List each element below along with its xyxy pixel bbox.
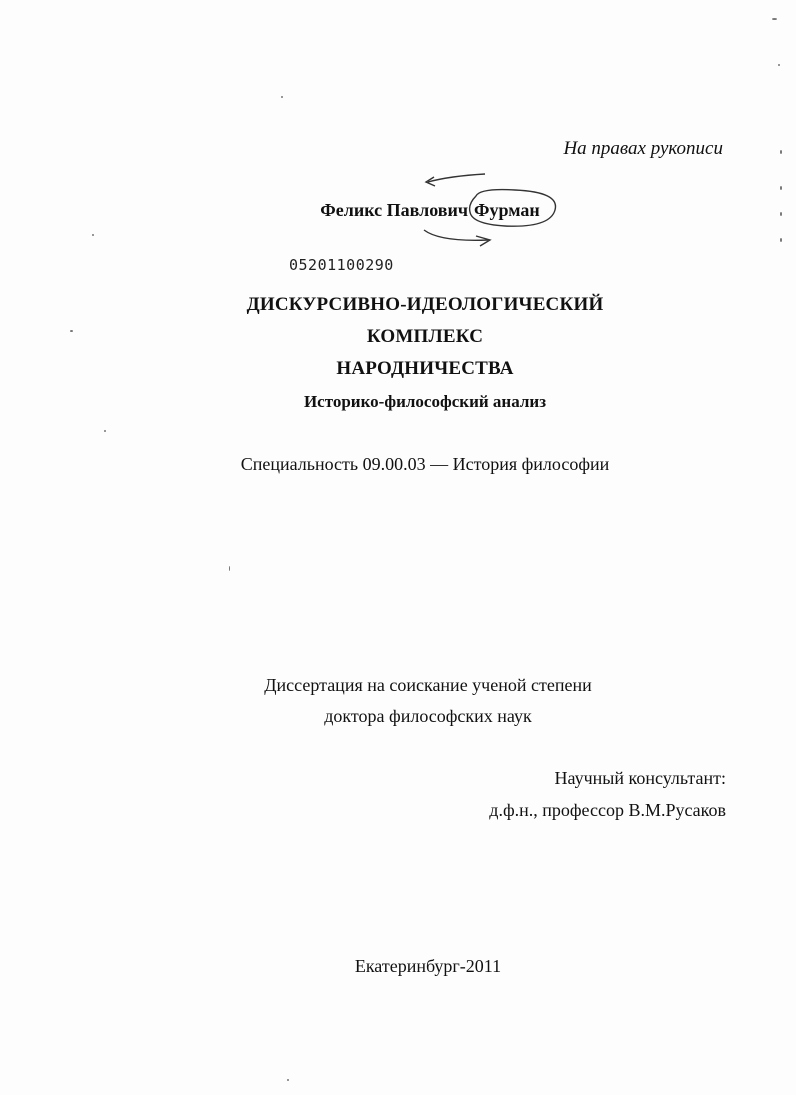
pencil-arrowhead-bottom [476,236,490,246]
pencil-circle [470,190,556,227]
scan-speck [780,150,782,154]
city-year: Екатеринбург-2011 [354,956,502,976]
pencil-arrow-top [428,174,485,182]
scan-speck [229,566,230,571]
consultant-person: д.ф.н., профессор В.М.Русаков [489,800,726,820]
scan-speck [780,238,782,242]
scan-speck [772,18,777,20]
scan-speck [780,212,782,216]
manuscript-rights-note: На правах рукописи [563,138,723,159]
author-surname: Фурман [474,200,540,220]
registration-number: 05201100290 [289,256,394,274]
scan-speck [104,430,106,432]
scan-speck [287,1079,289,1081]
title-line-1: ДИСКУРСИВНО-ИДЕОЛОГИЧЕСКИЙ [246,294,604,315]
specialty-line: Специальность 09.00.03 — История философии [240,454,610,474]
scan-speck [780,186,782,190]
dissertation-line-2: доктора философских наук [324,706,532,726]
scan-speck [778,64,780,66]
scan-speck [281,96,283,98]
scan-speck [70,330,73,332]
scan-speck [92,234,94,236]
consultant-label: Научный консультант: [554,768,726,788]
dissertation-line-1: Диссертация на соискание ученой степени [264,675,592,695]
author-name: Феликс Павлович [320,200,468,220]
author-line [0,200,796,221]
pencil-arrow-bottom [424,230,488,240]
title-line-2: КОМПЛЕКС [366,326,484,347]
handwritten-surname-annotation [410,168,570,253]
title-subtitle: Историко-философский анализ [303,392,547,411]
title-line-3: НАРОДНИЧЕСТВА [336,358,514,379]
